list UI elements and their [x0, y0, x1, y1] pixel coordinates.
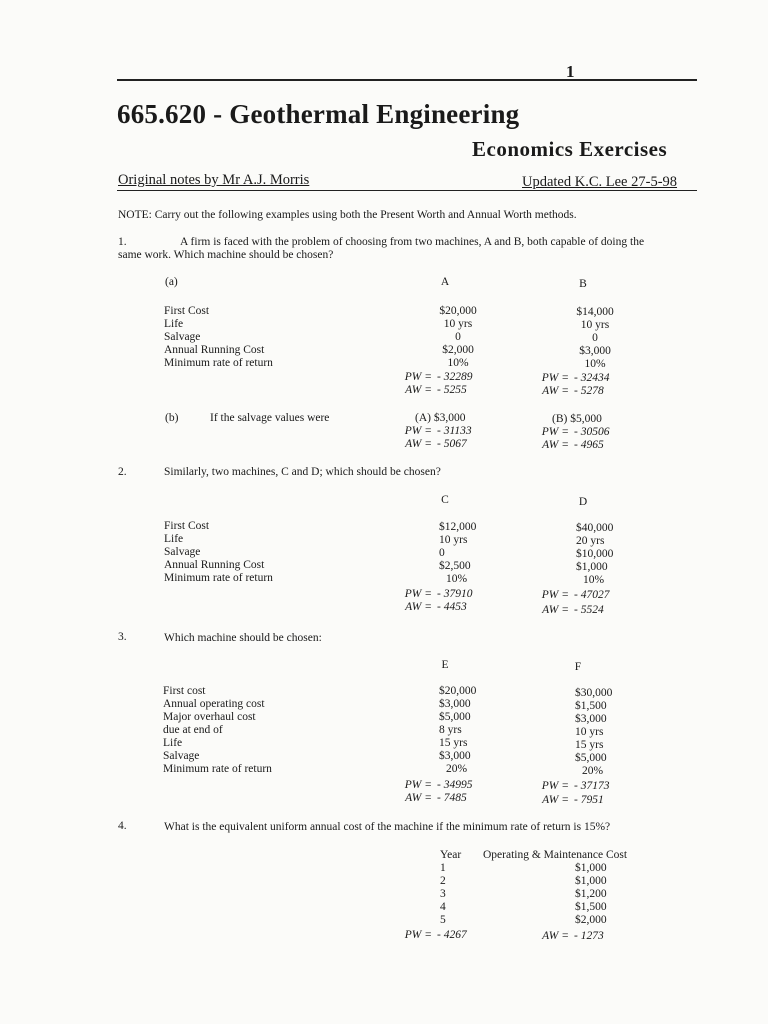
- q1-a-value: 0: [455, 331, 461, 343]
- q4-aw-label: AW =: [542, 930, 569, 942]
- q4-year-head: Year: [440, 849, 462, 861]
- q3-f-value: $5,000: [575, 752, 607, 764]
- q2-c-value: 10 yrs: [439, 534, 468, 546]
- q4-year: 1: [440, 862, 446, 874]
- q1-a-pw: - 32289: [437, 371, 473, 383]
- q2-c-pw-label: PW =: [404, 588, 432, 600]
- q3-label: Major overhaul cost: [163, 711, 256, 723]
- q1-a-values: [425, 305, 491, 370]
- q4-aw: - 1273: [574, 930, 604, 942]
- q3-labels: [163, 685, 272, 776]
- q3-f-aw: - 7951: [574, 794, 604, 806]
- q3-col-f-head: F: [574, 661, 582, 673]
- q1-b-value: 10%: [584, 358, 606, 370]
- q2-c-aw-label: AW =: [405, 601, 432, 613]
- q3-e-values: [439, 685, 476, 776]
- q1-col-a-head: A: [440, 276, 450, 288]
- q2-c-value: $12,000: [439, 521, 477, 533]
- q1-number: 1.: [118, 236, 127, 248]
- q1-text-line2: same work. Which machine should be chosen?: [118, 249, 334, 261]
- q2-d-pw: - 47027: [574, 589, 610, 601]
- q1-part-b-text: If the salvage values were: [210, 412, 330, 424]
- q2-text: Similarly, two machines, C and D; which should be chosen?: [164, 466, 441, 478]
- q4-costs: [575, 862, 607, 927]
- q3-f-value: 15 yrs: [575, 739, 604, 751]
- q1-b-salvage-a: (A) $3,000: [415, 412, 466, 424]
- q3-label: Minimum rate of return: [163, 763, 272, 775]
- q3-e-pw-label: PW =: [404, 779, 432, 791]
- q4-cost: $1,000: [575, 862, 607, 874]
- q4-text: What is the equivalent uniform annual cost of the machine if the minimum rate of return is 15%?: [164, 821, 611, 833]
- q1-a-value: 10%: [447, 357, 469, 369]
- q3-f-value: $30,000: [575, 687, 613, 699]
- q2-d-aw-label: AW =: [542, 604, 569, 616]
- q4-pw: - 4267: [437, 929, 467, 941]
- q1-label: Minimum rate of return: [164, 357, 273, 369]
- q1-text-line1: A firm is faced with the problem of choosing from two machines, A and B, both capable of doing the: [180, 236, 645, 248]
- q4-cost: $1,000: [575, 875, 607, 887]
- q1-a-value: 10 yrs: [443, 318, 473, 330]
- q1-label: Annual Running Cost: [164, 344, 265, 356]
- q3-label: Salvage: [163, 750, 200, 762]
- q2-c-pw: - 37910: [437, 588, 473, 600]
- top-rule: [117, 79, 697, 81]
- q2-c-value: $2,500: [439, 560, 471, 572]
- q1b-a-aw-label: AW =: [405, 438, 432, 450]
- q3-label: Life: [163, 737, 183, 749]
- q3-e-aw: - 7485: [437, 792, 467, 804]
- q1b-a-pw: - 31133: [437, 425, 472, 437]
- q3-f-pw: - 37173: [574, 780, 610, 792]
- q1-b-value: $14,000: [576, 306, 614, 318]
- q4-cost-head: Operating & Maintenance Cost: [483, 849, 628, 861]
- q1-b-values: [562, 306, 628, 371]
- q4-year: 5: [440, 914, 446, 926]
- q2-c-aw: - 4453: [437, 601, 467, 613]
- q1-a-aw-label: AW =: [405, 384, 432, 396]
- q3-e-pw: - 34995: [437, 779, 473, 791]
- q3-e-value: 20%: [446, 763, 468, 775]
- q4-cost: $1,500: [575, 901, 607, 913]
- header-rule: [117, 190, 697, 191]
- q1-b-aw: - 5278: [574, 385, 604, 397]
- q1-labels: [164, 305, 273, 370]
- q2-label: Life: [164, 533, 184, 545]
- q2-label: First Cost: [164, 520, 210, 532]
- q1-b-value: 0: [592, 332, 598, 344]
- q1b-b-aw: - 4965: [574, 439, 604, 451]
- q1-col-b-head: B: [579, 278, 587, 290]
- page-number: 1: [566, 62, 575, 81]
- q3-label: Annual operating cost: [163, 698, 265, 710]
- q1-b-value: $3,000: [579, 345, 611, 357]
- q1b-a-aw: - 5067: [437, 438, 467, 450]
- q2-d-value: $10,000: [576, 548, 614, 560]
- q2-d-value: 20 yrs: [576, 535, 605, 547]
- q2-d-values: [576, 522, 613, 587]
- q2-c-value: 0: [439, 547, 445, 559]
- q1-part-b: (b): [165, 412, 179, 424]
- q2-label: Annual Running Cost: [164, 559, 265, 571]
- q2-label: Salvage: [164, 546, 201, 558]
- q3-f-value: $3,000: [575, 713, 607, 725]
- q4-year: 4: [440, 901, 446, 913]
- q4-pw-label: PW =: [404, 929, 432, 941]
- q3-e-value: $3,000: [439, 698, 471, 710]
- q2-d-value: $1,000: [576, 561, 608, 573]
- q3-e-value: 8 yrs: [439, 724, 462, 736]
- q1b-b-pw-label: PW =: [541, 426, 569, 438]
- q1-b-value: 10 yrs: [580, 319, 610, 331]
- q2-d-pw-label: PW =: [541, 589, 569, 601]
- q2-col-d-head: D: [578, 496, 588, 508]
- q3-f-value: 20%: [582, 765, 604, 777]
- q2-col-c-head: C: [441, 494, 449, 506]
- q3-e-value: $20,000: [439, 685, 477, 697]
- q1-b-aw-label: AW =: [542, 385, 569, 397]
- q4-year: 2: [440, 875, 446, 887]
- q2-number: 2.: [118, 466, 127, 478]
- q3-f-aw-label: AW =: [542, 794, 569, 806]
- q2-d-aw: - 5524: [574, 604, 604, 616]
- q4-cost: $2,000: [575, 914, 607, 926]
- q1-a-pw-label: PW =: [404, 371, 432, 383]
- q3-col-e-head: E: [441, 659, 449, 671]
- note-text: NOTE: Carry out the following examples using both the Present Worth and Annual Worth methods.: [118, 209, 577, 221]
- q1-b-salvage-b: (B) $5,000: [552, 413, 602, 425]
- q2-label: Minimum rate of return: [164, 572, 273, 584]
- q1b-b-aw-label: AW =: [542, 439, 569, 451]
- q3-label: due at end of: [163, 724, 223, 736]
- q2-d-value: $40,000: [576, 522, 614, 534]
- q3-label: First cost: [163, 685, 206, 697]
- q4-year: 3: [440, 888, 446, 900]
- q1-a-value: $2,000: [442, 344, 474, 356]
- q2-c-value: 10%: [446, 573, 468, 585]
- q1-label: Life: [164, 318, 184, 330]
- q1-a-value: $20,000: [439, 305, 477, 317]
- q3-e-aw-label: AW =: [405, 792, 432, 804]
- q1-label: First Cost: [164, 305, 210, 317]
- q2-d-value: 10%: [583, 574, 605, 586]
- updated-credit: Updated K.C. Lee 27-5-98: [522, 174, 678, 190]
- q2-c-values: [439, 521, 476, 586]
- q3-f-pw-label: PW =: [541, 780, 569, 792]
- document-subtitle: Economics Exercises: [472, 137, 668, 161]
- original-notes-credit: Original notes by Mr A.J. Morris: [118, 172, 310, 188]
- q4-number: 4.: [118, 820, 127, 832]
- q4-years: [440, 862, 446, 927]
- q1-b-pw-label: PW =: [541, 372, 569, 384]
- q3-f-values: [575, 687, 612, 778]
- q1-part-a: (a): [165, 276, 178, 288]
- q4-cost: $1,200: [575, 888, 607, 900]
- q3-number: 3.: [118, 631, 127, 643]
- q1-b-pw: - 32434: [574, 372, 610, 384]
- q1-a-aw: - 5255: [437, 384, 467, 396]
- q2-labels: [164, 520, 273, 585]
- q1-label: Salvage: [164, 331, 201, 343]
- q1b-a-pw-label: PW =: [404, 425, 432, 437]
- document-title: 665.620 - Geothermal Engineering: [117, 99, 520, 129]
- q3-f-value: $1,500: [575, 700, 607, 712]
- q1b-b-pw: - 30506: [574, 426, 610, 438]
- q3-e-value: $3,000: [439, 750, 471, 762]
- q3-text: Which machine should be chosen:: [164, 632, 322, 644]
- q3-e-value: 15 yrs: [439, 737, 468, 749]
- q3-f-value: 10 yrs: [575, 726, 604, 738]
- q3-e-value: $5,000: [439, 711, 471, 723]
